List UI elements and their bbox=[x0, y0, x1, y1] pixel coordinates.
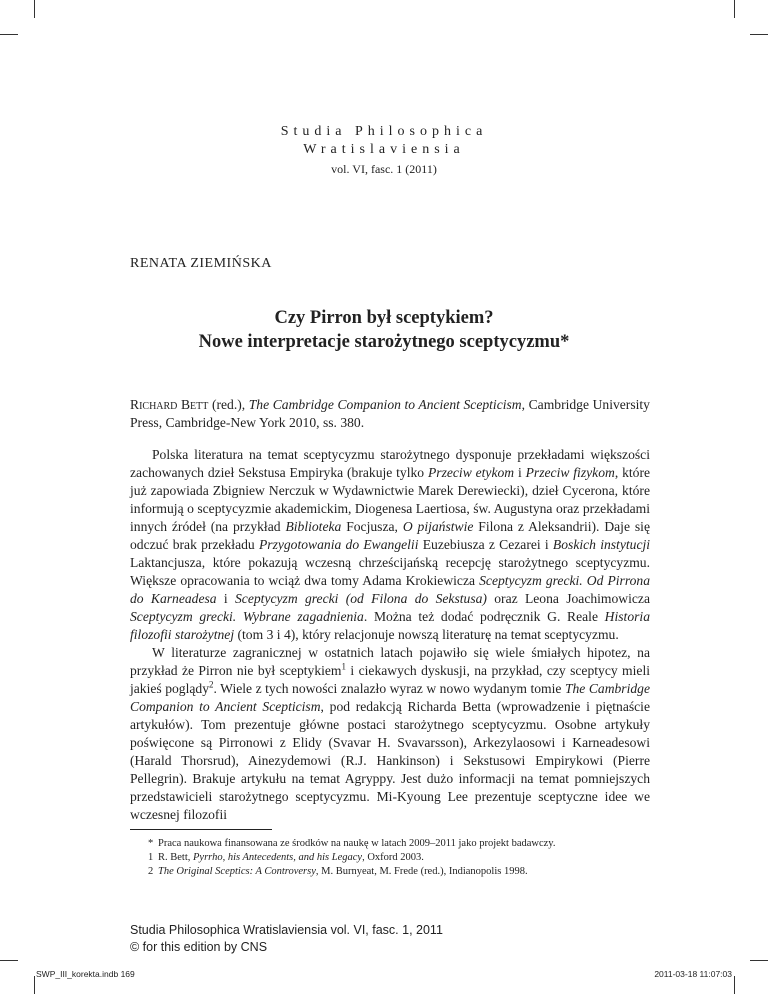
footnotes bbox=[148, 837, 668, 879]
crop-mark bbox=[750, 960, 768, 961]
book-title: The Cambridge Companion to Ancient Scepticism bbox=[248, 397, 522, 412]
imprint-timestamp: 2011-03-18 11:07:03 bbox=[654, 969, 732, 979]
journal-citation: Studia Philosophica Wratislaviensia vol. VI, fasc. 1, 2011 bbox=[130, 923, 443, 937]
footnote-ref-1[interactable]: 1 bbox=[341, 661, 347, 672]
footnote-1: 1 R. Bett, Pyrrho, his Antecedents, and his Legacy, Oxford 2003. bbox=[148, 852, 424, 863]
copyright-notice: © for this edition by CNS bbox=[130, 940, 268, 954]
book-editor: Richard Bett bbox=[130, 397, 209, 412]
crop-mark bbox=[0, 34, 18, 35]
footnote-star: * Praca naukowa finansowana ze środków na naukę w latach 2009–2011 jako projekt badawczy. bbox=[148, 838, 556, 849]
crop-mark bbox=[750, 34, 768, 35]
article-title-line2: Nowe interpretacje starożytnego sceptycyzmu* bbox=[198, 332, 570, 352]
crop-mark bbox=[34, 0, 35, 18]
author-name: RENATA ZIEMIŃSKA bbox=[130, 256, 272, 271]
article-title-line1: Czy Pirron był sceptykiem? bbox=[274, 308, 494, 328]
journal-name-line1: Studia Philosophica bbox=[280, 124, 488, 139]
crop-mark bbox=[734, 976, 735, 994]
reviewed-book-citation: Richard Bett (red.), The Cambridge Companion to Ancient Scepticism, Cambridge University Press, Cambridge-New York 2010, ss. 380. bbox=[130, 397, 650, 430]
footnote-separator bbox=[130, 829, 272, 830]
footnote-2: 2 The Original Sceptics: A Controversy, M. Burnyeat, M. Frede (red.), Indianopolis 1998. bbox=[148, 866, 528, 877]
imprint-file: SWP_III_korekta.indb 169 bbox=[36, 969, 135, 979]
paragraph-2: W literaturze zagranicznej w ostatnich latach pojawiło się wiele śmiałych hipotez, na przykład że Pirron nie był sceptykiem$^1$ i ciekawych dyskusji, na przykład, czy sceptycy mieli jakieś poglądy$^2$. Wiele z tych nowości znalazło wyraz w nowo wydanym tomie The Cambridge Companion to Ancient Scepticism, pod redakcją Richarda Betta (wprowadzenie i piętnaście artykułów). Tom prezentuje główne postaci starożytnego sceptycyzmu. Osobne artykuły poświęcone są Pirronowi z Elidy (Svavar H. Svavarsson), Arkezylaosowi i Karneadesowi (Harald Thorsrud), Ainezydemowi (R.J. Hankinson) i Sekstusowi Empirykowi (Pierre Pellegrin). Brakuje artykułu na temat Agryppy. Jest dużo informacji na temat pomniejszych przedstawicieli starożytnego sceptycyzmu. Mi-Kyoung Lee prezentuje sceptyczne idee we wczesnej filozofii bbox=[130, 645, 651, 822]
footnote-ref-2[interactable]: 2 bbox=[209, 679, 214, 690]
copyright-block bbox=[130, 922, 443, 956]
crop-mark bbox=[734, 0, 735, 18]
paragraph-1: Polska literatura na temat sceptycyzmu starożytnego dysponuje przekładami większości zachowanych dzieł Sekstusa Empiryka (brakuje tylko Przeciw etykom i Przeciw fizykom, które już zapowiada Zbigniew Nerczuk w Wydawnictwie Marek Derewiecki), dzieł Cycerona, które informują o sceptycyzmie akademickim, Diogenesa Laertiosa, św. Augustyna oraz przekładami innych źródeł (na przykład Biblioteka Focjusza, O pijaństwie Filona z Aleksandrii). Daje się odczuć brak przekładu Przygotowania do Ewangelii Euzebiusza z Cezarei i Boskich instytucji Laktancjusza, które pokazują wczesną chrześcijańską recepcję starożytnego sceptycyzmu. Większe opracowania to wciąż dwa tomy Adama Krokiewicza Sceptycyzm grecki. Od Pirrona do Karneadesa i Sceptycyzm grecki (od Filona do Sekstusa) oraz Leona Joachimowicza Sceptycyzm grecki. Wybrane zagadnienia. Można też dodać podręcznik G. Reale Historia filozofii starożytnej (tom 3 i 4), który relacjonuje nowszą literaturę na temat sceptycyzmu. bbox=[130, 447, 651, 642]
article-body bbox=[130, 446, 650, 824]
crop-mark bbox=[34, 976, 35, 994]
volume-info: vol. VI, fasc. 1 (2011) bbox=[331, 162, 437, 176]
journal-name-line2: Wratislaviensia bbox=[303, 142, 465, 157]
crop-mark bbox=[0, 960, 18, 961]
